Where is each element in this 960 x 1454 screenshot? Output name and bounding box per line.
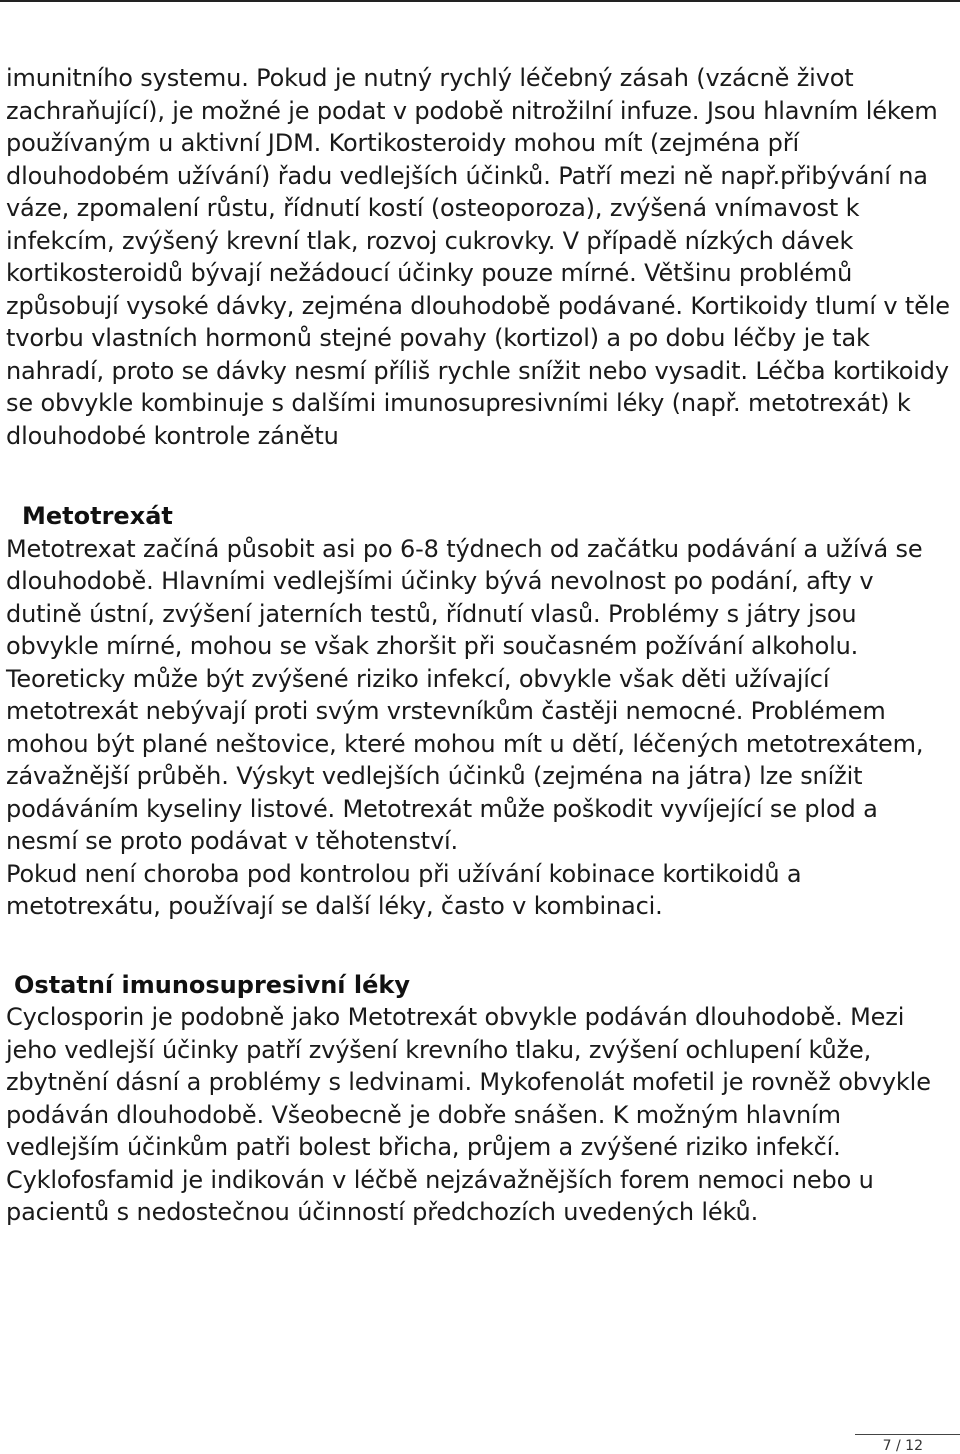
footer-divider [855, 1434, 960, 1435]
page-number: 7 / 12 [882, 1438, 923, 1454]
metotrexat-paragraph-2: Pokud není choroba pod kontrolou při užívání kobinace kortikoidů a metotrexátu, používají se další léky, často v kombinaci. [6, 859, 802, 920]
intro-paragraph: imunitního systemu. Pokud je nutný rychlý léčebný zásah (vzácně život zachraňující), je možné je podat v podobě nitrožilní infuze. Jsou hlavním lékem používaným u aktivní JDM. Kortikosteroidy mohou mít (zejména pří dlouhodobém užívání) řadu vedlejších účinků. Patří mezi ně např.přibývání na váze, zpomalení růstu, řídnutí kostí (osteoporoza), zvýšená vnímavost k infekcím, zvýšený krevní tlak, rozvoj cukrovky. V případě nízkých dávek kortikosteroidů bývají nežádoucí účinky pouze mírné. Většinu problémů způsobují vysoké dávky, zejména dlouhodobě podávané. Kortikoidy tlumí v těle tvorbu vlastních hormonů stejné povahy (kortizol) a po dobu léčby je tak nahradí, proto se dávky nesmí příliš rychle snížit nebo vysadit. Léčba kortikoidy se obvykle kombinuje s dalšími imunosupresivními léky (např. metotrexát) k dlouhodobé kontrole zánětu [6, 64, 950, 450]
document-body [6, 62, 956, 1229]
ostatni-leky-paragraph: Cyclosporin je podobně jako Metotrexát obvykle podáván dlouhodobě. Mezi jeho vedlejší účinky patří zvýšení krevního tlaku, zvýšení ochlupení kůže, zbytnění dásní a problémy s ledvinami. Mykofenolát mofetil je rovněž obvykle podáván dlouhodobě. Všeobecně je dobře snášen. K možným hlavním vedlejším účinkům patři bolest břicha, průjem a zvýšené riziko infekčí. Cyklofosfamid je indikován v léčbě nejzávažnějších forem nemoci nebo u pacientů s nedostečnou účinností předchozích uvedených léků. [6, 1003, 931, 1226]
section-heading-ostatni-leky: Ostatní imunosupresivní léky [14, 970, 410, 999]
metotrexat-paragraph-1: Metotrexat začíná působit asi po 6-8 týdnech od začátku podávání a užívá se dlouhodobě. Hlavními vedlejšími účinky bývá nevolnost po podání, afty v dutině ústní, zvýšení jaterních testů, řídnutí vlasů. Problémy s játry jsou obvykle mírné, mohou se však zhoršit při současném požívání alkoholu. Teoreticky může být zvýšené riziko infekcí, obvykle však děti užívající metotrexát nebývají proti svým vrstevníkům častěji nemocné. Problémem mohou být plané neštovice, které mohou mít u dětí, léčených metotrexátem, závažnější průběh. Výskyt vedlejších účinků (zejména na játra) lze snížit podáváním kyseliny listové. Metotrexát může poškodit vyvíjející se plod a nesmí se proto podávat v těhotenství. [6, 534, 924, 855]
section-metotrexat [6, 500, 956, 923]
section-heading-metotrexat: Metotrexát [22, 502, 173, 530]
section-ostatni-leky [6, 969, 956, 1229]
top-border-line [0, 0, 960, 2]
